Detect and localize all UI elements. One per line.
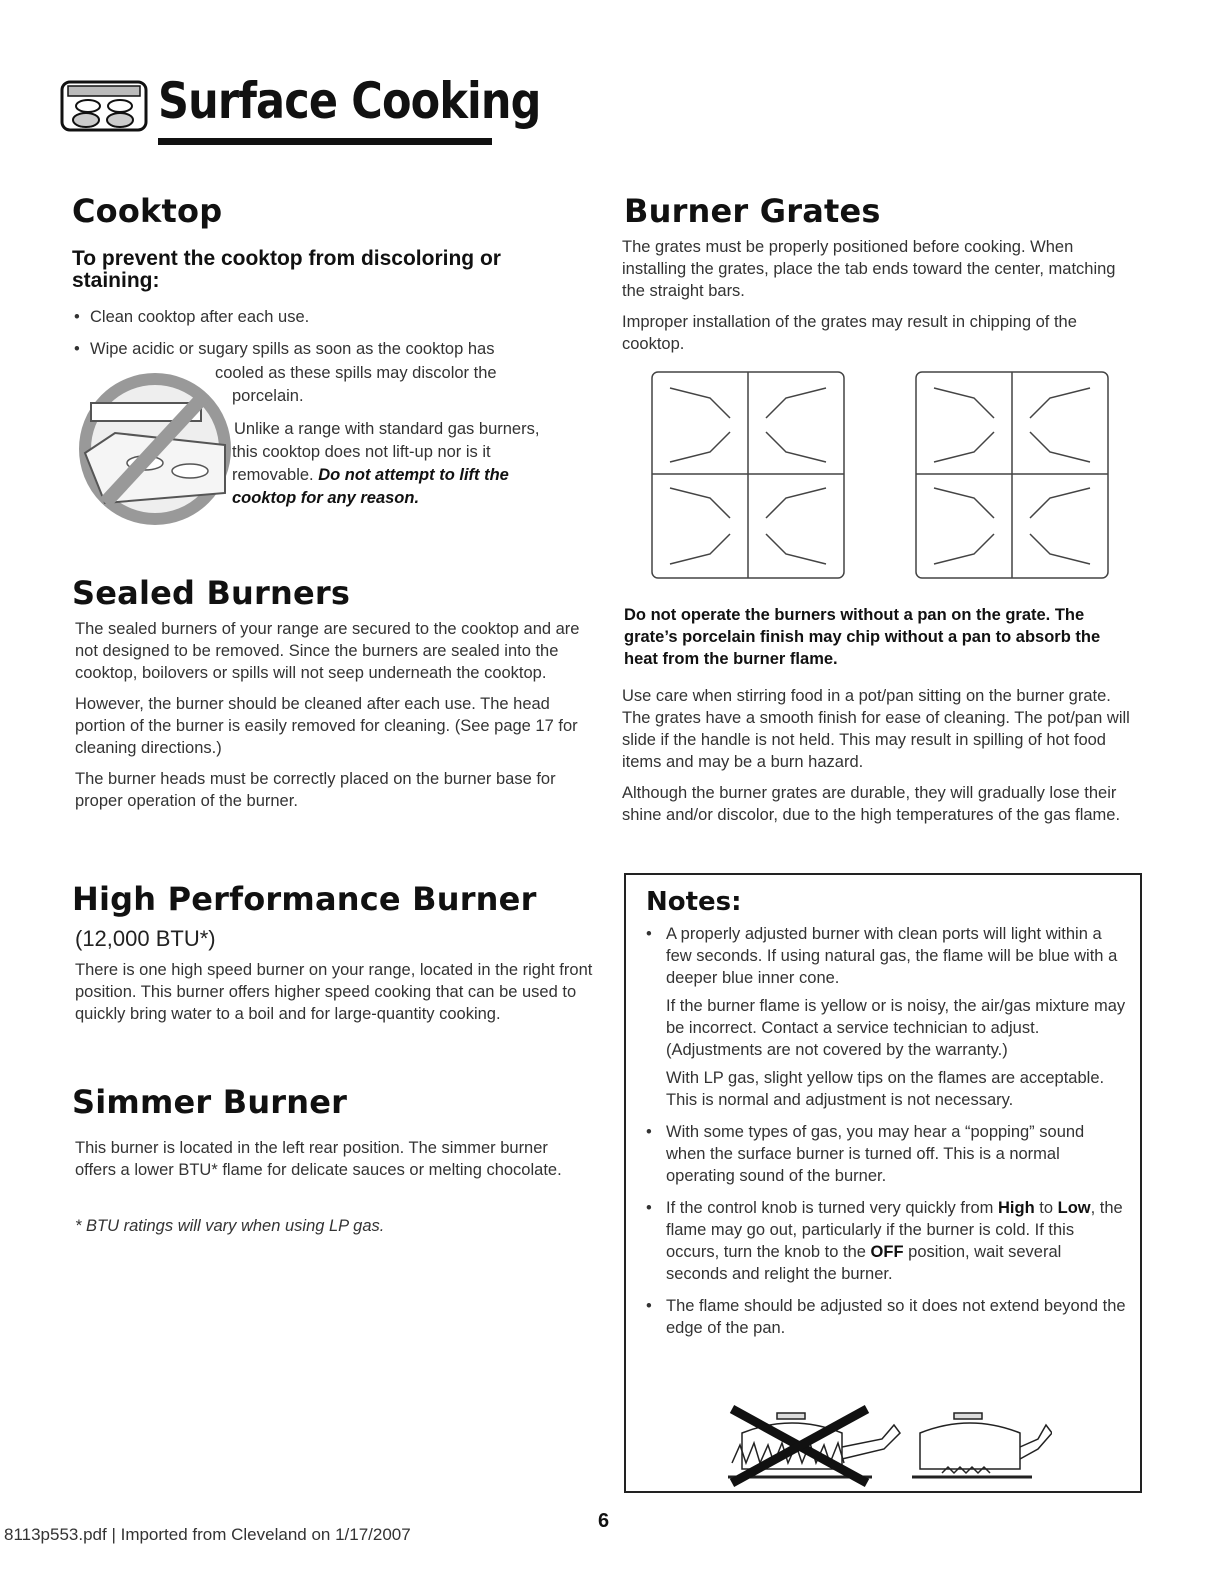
cooktop-para-line1: Unlike a range with standard gas burners,	[234, 420, 540, 438]
grates-heading: Burner Grates	[624, 192, 881, 230]
cooktop-bullet2-line3: porcelain.	[232, 387, 304, 405]
grates-warning: Do not operate the burners without a pan on the grate. The grate’s porcelain finish may chip without a pan to absorb the heat from the burner flame.	[624, 606, 1101, 668]
sealed-para-3: The burner heads must be correctly placed on the burner base for proper operation of the burner.	[75, 770, 556, 810]
cooktop-para-line3	[232, 464, 509, 486]
cooktop-para-line2: this cooktop does not lift-up nor is it	[232, 443, 491, 461]
notes-item-1-sub2: With LP gas, slight yellow tips on the flames are acceptable. This is normal and adjustment is not necessary.	[666, 1069, 1105, 1109]
header-icon	[60, 80, 148, 132]
footer-file-info: 8113p553.pdf | Imported from Cleveland on 1/17/2007	[4, 1525, 411, 1544]
notes-off: OFF	[870, 1243, 904, 1261]
grates-para-1: The grates must be properly positioned before cooking. When installing the grates, place the tab ends toward the center, matching the straight bars.	[622, 238, 1116, 300]
title-underline	[158, 138, 492, 145]
notes-box	[624, 873, 1142, 1493]
notes-item-2-text: With some types of gas, you may hear a “popping” sound when the surface burner is turned off. This is a normal operating sound of the burner.	[666, 1123, 1085, 1185]
no-lift-illustration	[75, 363, 235, 531]
cooktop-bullet-1: • Clean cooktop after each use.	[72, 306, 592, 328]
grates-para-4: Although the burner grates are durable, they will gradually lose their shine and/or discolor, due to the high temperatures of the gas flame.	[622, 784, 1121, 824]
notes-item-1: • A properly adjusted burner with clean ports will light within a few seconds. If using natural gas, the flame will be blue with a deeper blue inner cone. If the burner flame is yellow or is noisy, the air/gas mixture may be incorrect. Contact a service technician to adjust. (Adjustments are not covered by the warranty.) With LP gas, slight yellow tips on the flames are acceptable. This is normal and adjustment is not necessary.	[646, 925, 1126, 1109]
cooktop-warning-b: cooktop for any reason.	[232, 489, 420, 507]
notes-item-1-text: A properly adjusted burner with clean ports will light within a few seconds. If using natural gas, the flame will be blue with a deeper blue inner cone.	[666, 925, 1118, 987]
simmer-para: This burner is located in the left rear position. The simmer burner offers a lower BTU* flame for delicate sauces or melting chocolate.	[75, 1139, 562, 1179]
notes-title: Notes:	[646, 887, 742, 917]
notes-item-4-text: The flame should be adjusted so it does not extend beyond the edge of the pan.	[666, 1297, 1126, 1337]
cooktop-heading: Cooktop	[72, 192, 223, 230]
notes-item-2: • With some types of gas, you may hear a “popping” sound when the surface burner is turned off. This is a normal operating sound of the burner.	[646, 1123, 1085, 1185]
simmer-footnote: * BTU ratings will vary when using LP gas.	[75, 1217, 385, 1235]
high-perf-para: There is one high speed burner on your range, located in the right front position. This burner offers higher speed cooking that can be used to quickly bring water to a boil and for large-quantity cooking.	[75, 961, 593, 1023]
pan-icon	[722, 1403, 1052, 1487]
cooktop-warning-a: Do not attempt to lift the	[318, 466, 509, 484]
page-number: 6	[598, 1510, 610, 1532]
simmer-heading: Simmer Burner	[72, 1083, 348, 1121]
notes-item-4: • The flame should be adjusted so it does not extend beyond the edge of the pan.	[646, 1297, 1126, 1337]
cooktop-icon	[60, 80, 148, 132]
notes-item-1-sub1: If the burner flame is yellow or is noisy, the air/gas mixture may be incorrect. Contact a service technician to adjust. (Adjustments are not covered by the warranty.)	[666, 997, 1126, 1059]
high-perf-btu: (12,000 BTU*)	[75, 926, 216, 951]
notes-high: High	[997, 1199, 1035, 1217]
sealed-para-2: However, the burner should be cleaned after each use. The head portion of the burner is easily removed for cleaning. (See page 17 for cleaning directions.)	[75, 695, 578, 757]
high-perf-heading: High Performance Burner	[72, 880, 537, 918]
sealed-para-1: The sealed burners of your range are secured to the cooktop and are not designed to be removed. Since the burners are sealed into the cooktop, boilovers or spills will not seep underneath the cooktop.	[75, 620, 580, 682]
cooktop-bullet2-line2: cooled as these spills may discolor the	[215, 364, 497, 382]
grates-illustration	[650, 368, 1110, 582]
notes-low: Low	[1057, 1199, 1091, 1217]
page-title: Surface Cooking	[158, 72, 541, 130]
grates-para-2: Improper installation of the grates may result in chipping of the cooktop.	[622, 313, 1077, 353]
notes-item-3: • If the control knob is turned very quickly from High to Low, the flame may go out, particularly if the burner is cold. If this occurs, turn the knob to the OFF position, wait several seconds and relight the burner.	[646, 1199, 1123, 1283]
pan-flame-illustration	[722, 1403, 1052, 1487]
grate-icon	[650, 368, 1110, 582]
cooktop-subheading: To prevent the cooktop from discoloring or staining:	[72, 247, 501, 292]
sealed-heading: Sealed Burners	[72, 574, 351, 612]
cooktop-bullet-2: • Wipe acidic or sugary spills as soon as the cooktop has	[72, 338, 592, 360]
grates-para-3: Use care when stirring food in a pot/pan sitting on the burner grate. The grates have a smooth finish for ease of cleaning. The pot/pan will slide if the handle is not held. This may result in spilling of hot food items and may be a burn hazard.	[622, 687, 1130, 771]
prohibited-icon	[75, 363, 235, 531]
cooktop-para-line3a: removable.	[232, 466, 314, 484]
